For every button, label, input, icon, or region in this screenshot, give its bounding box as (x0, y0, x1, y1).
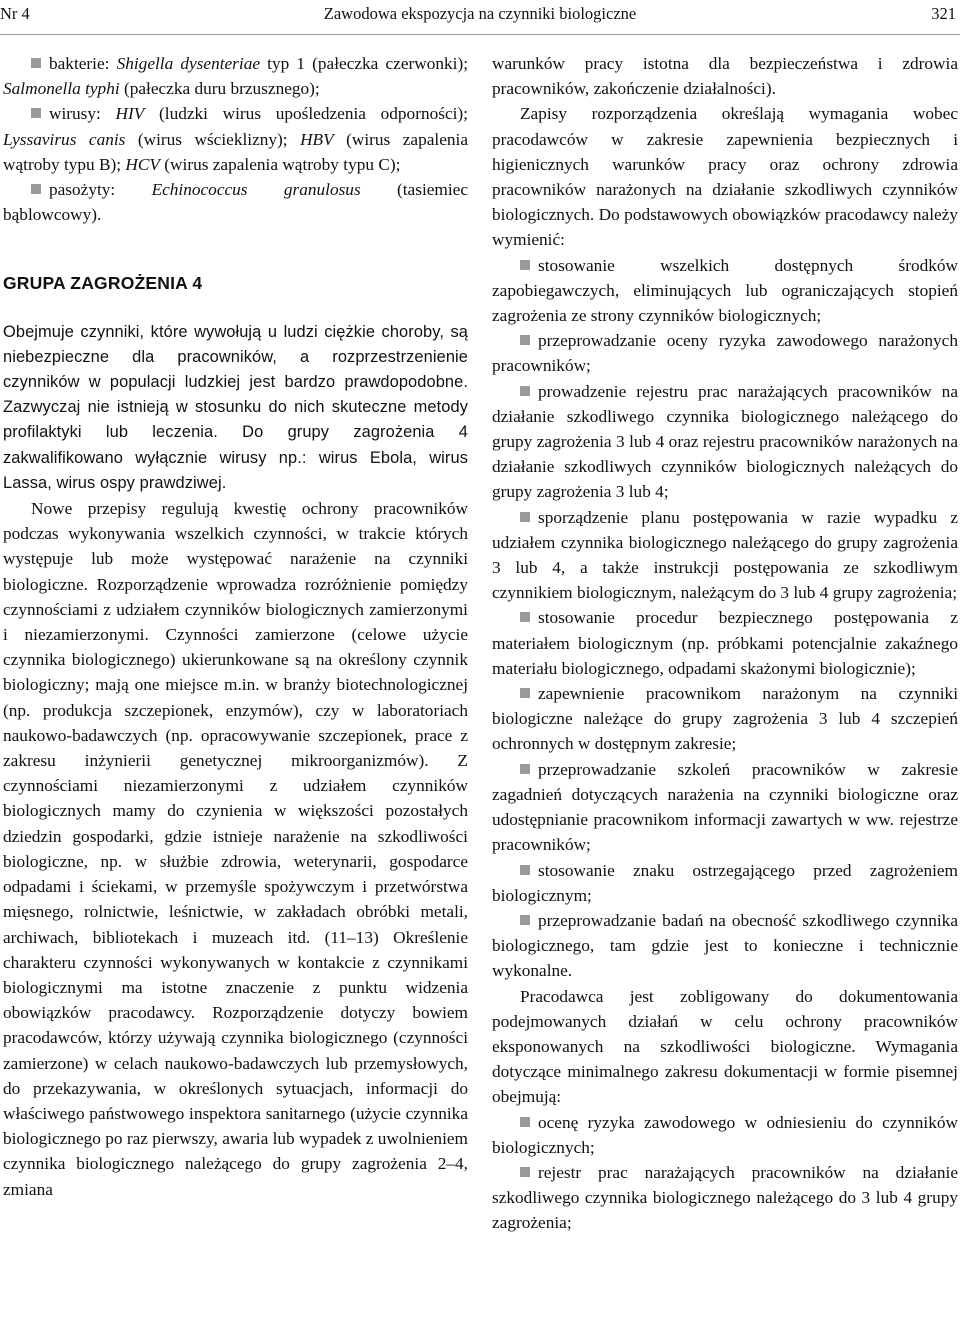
list-item: przeprowadzanie badań na obecność szkodliwego czynnika biologicznego, tam gdzie jest to konieczne i technicznie wykonalne. (492, 910, 958, 981)
list-item: stosowanie wszelkich dostępnych środków zapobiegawczych, eliminujących lub ograniczających stopień zagrożenia ze strony czynników biologicznych; (492, 255, 958, 326)
bullet-square-icon (520, 260, 530, 270)
list-item: stosowanie znaku ostrzegającego przed zagrożeniem biologicznym; (492, 860, 958, 905)
list-item: rejestr prac narażających pracowników na działanie szkodliwego czynnika biologicznego należącego do 3 lub 4 grupy zagrożenia; (492, 1162, 958, 1233)
list-item: zapewnienie pracownikom narażonym na czynniki biologiczne należące do grupy zagrożenia 3 lub 4 szczepień ochronnych w dostępnym zakresie; (492, 684, 958, 754)
page-number: 321 (931, 4, 956, 23)
bullet-square-icon (520, 512, 530, 522)
bullet-bacteria: bakterie: Shigella dysenteriae typ 1 (pałeczka czerwonki); Salmonella typhi (pałeczka duru brzusznego); (3, 54, 468, 99)
bullet-square-icon (520, 1167, 530, 1177)
section-heading: GRUPA ZAGROŻENIA 4 (3, 273, 203, 294)
documentation-list (492, 1110, 958, 1236)
list-item: sporządzenie planu postępowania w razie wypadku z udziałem czynnika biologicznego należącego do grupy zagrożenia 3 lub 4, a także instrukcji postępowania ze szkodliwym czynnikiem biologicznym, należącym do 3 lub 4 grupy zagrożenia; (492, 507, 958, 603)
bullet-square-icon (520, 612, 530, 622)
body-paragraph: Pracodawca jest zobligowany do dokumentowania podejmowanych działań w celu ochrony pracowników eksponowanych na szkodliwości biologiczne. Wymagania dotyczące minimalnego zakresu dokumentacji w formie pisemnej obejmują: (492, 986, 958, 1107)
bullet-square-icon (31, 108, 41, 118)
list-item: ocenę ryzyka zawodowego w odniesieniu do czynników biologicznych; (492, 1112, 958, 1157)
list-item: przeprowadzanie szkoleń pracowników w zakresie zagadnień dotyczących narażenia na czynniki biologiczne oraz udostępnianie pracownikom informacji zawartych w ww. rejestrze pracowników; (492, 759, 958, 855)
body-paragraph: Zapisy rozporządzenia określają wymagania wobec pracodawców w zakresie zapewnienia bezpiecznych i higienicznych warunków pracy oraz ochrony zdrowia pracowników narażonych na działanie szkodliwych czynników biologicznych. Do podstawowych obowiązków pracodawcy należy wymienić: (492, 104, 958, 250)
running-title: Zawodowa ekspozycja na czynniki biologiczne (323, 4, 637, 23)
left-column (3, 51, 468, 1202)
bullet-square-icon (31, 184, 41, 194)
bullet-square-icon (520, 865, 530, 875)
bullet-viruses: wirusy: HIV (ludzki wirus upośledzenia odporności); Lyssavirus canis (wirus wścieklizny); HBV (wirus zapalenia wątroby typu B); HCV (wirus zapalenia wątroby typu C); (3, 104, 468, 174)
list-item: prowadzenie rejestru prac narażających pracowników na działanie szkodliwego czynnika biologicznego należącego do grupy zagrożenia 3 lub 4 oraz rejestru pracowników narażonych na działanie szkodliwych czynników biologicznych należących do grupy zagrożenia 3 lub 4; (492, 381, 958, 502)
right-column (492, 51, 958, 1236)
group4-description: Obejmuje czynniki, które wywołują u ludzi ciężkie choroby, są niebezpieczne dla pracowników, a rozprzestrzenienie czynników w populacji ludzkiej jest bardzo prawdopodobne. Zazwyczaj nie istnieją w stosunku do nich skuteczne metody profilaktyki lub leczenia. Do grupy zagrożenia 4 zakwalifikowano wyłącznie wirusy np.: wirus Ebola, wirus Lassa, wirus ospy prawdziwej. (3, 322, 468, 492)
bullet-square-icon (520, 386, 530, 396)
bullet-square-icon (520, 688, 530, 698)
bullet-square-icon (520, 764, 530, 774)
list-item: stosowanie procedur bezpiecznego postępowania z materiałem biologicznym (np. próbkami potencjalnie zakaźnego materiału biologicznego, odpadami skażonymi biologicznie); (492, 608, 958, 678)
bullet-square-icon (31, 58, 41, 68)
bullet-square-icon (520, 1117, 530, 1127)
employer-duties-list (492, 253, 958, 984)
bullet-parasites: pasożyty: Echinococcus granulosus (tasiemiec bąblowcowy). (3, 180, 468, 225)
bullet-square-icon (520, 915, 530, 925)
running-header (0, 0, 960, 35)
body-paragraph: Nowe przepisy regulują kwestię ochrony pracowników podczas wykonywania wszelkich czynności, w trakcie których występuje lub może występować narażenie na czynniki biologiczne. Rozporządzenie wprowadza rozróżnienie pomiędzy czynnościami z udziałem czynników biologicznych zamierzonymi i niezamierzonymi. Czynności zamierzone (celowe użycie czynnika biologicznego) ukierunkowane są na określony czynnik biologiczny; mają one miejsce m.in. w branży biotechnologicznej (np. produkcja szczepionek, enzymów), czy w laboratoriach naukowo-badawczych (np. opracowywanie szczepionek, prace z zakresu inżynierii genetycznej mikroorganizmów). Z czynnościami niezamierzonymi z udziałem czynników biologicznych mamy do czynienia w większości pozostałych dziedzin gospodarki, gdzie istnieje narażenie na szkodliwości biologiczne, np. w służbie zdrowia, weterynarii, gospodarce odpadami i ściekami, w przemyśle spożywczym i przetwórstwa mięsnego, rolnictwie, leśnictwie, w zakładach obróbki metali, archiwach, bibliotekach i muzeach itd. (11–13) Określenie charakteru czynności wykonywanych w kontakcie z czynnikami biologicznymi ma istotne znaczenie z punktu widzenia obowiązków pracodawcy. Rozporządzenie dotyczy bowiem pracodawców, którzy używają czynnika biologicznego (czynności zamierzone) w celach naukowo-badawczych lub przemysłowych, do przekazywania, w określonych sytuacjach, informacji do właściwego państwowego inspektora sanitarnego (użycie czynnika biologicznego po raz pierwszy, awaria lub wypadek z uwolnieniem czynnika biologicznego należącego do grupy zagrożenia 2–4, zmiana (3, 499, 468, 1199)
issue-number: Nr 4 (0, 4, 30, 23)
list-item: przeprowadzanie oceny ryzyka zawodowego narażonych pracowników; (492, 331, 958, 376)
bullet-square-icon (520, 335, 530, 345)
continued-paragraph: warunków pracy istotna dla bezpieczeństwa i zdrowia pracowników, zakończenie działalności). (492, 54, 958, 99)
